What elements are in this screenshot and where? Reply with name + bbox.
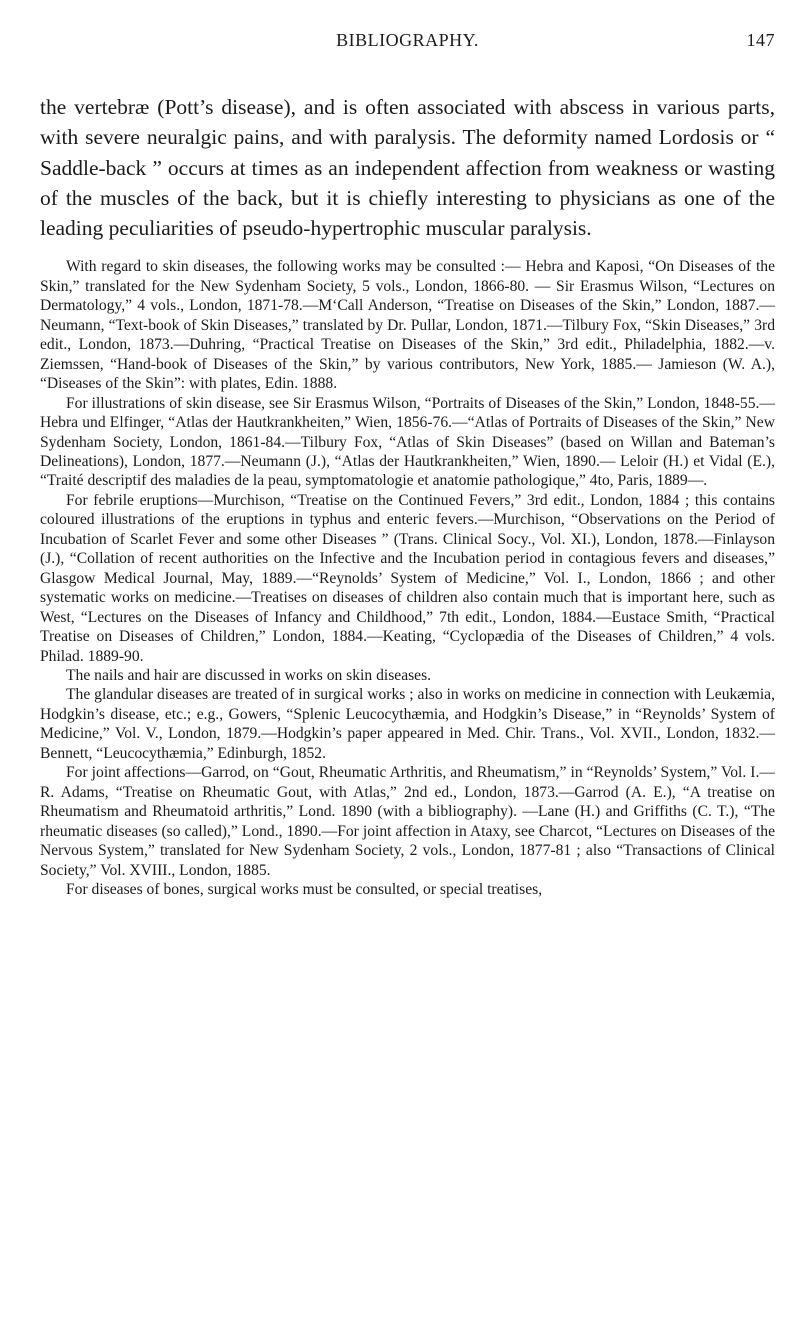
note-illustrations: For illustrations of skin disease, see Sir Erasmus Wilson, “Portraits of Diseases of the Skin,” London, 1848-55.—Hebra und Elfinger, “Atlas der Hautkrankheiten,” Wien, 1856-76.—“Atlas of Portraits of Diseases of the Skin,” New Sydenham Society, London, 1861-84.—Tilbury Fox, “Atlas of Skin Diseases” (based on Willan and Bateman’s Delineations), London, 1877.—Neumann (J.), “Atlas der Hautkrankheiten,” Wien, 1890.— Leloir (H.) et Vidal (E.), “Traité descriptif des maladies de la peau, symptomatologie et anatomie pathologique,” 4to, Paris, 1889—. [40, 394, 775, 490]
body-paragraph: the vertebræ (Pott’s disease), and is often associated with abscess in various parts, with severe neuralgic pains, and with paralysis. The deformity named Lordosis or “ Saddle-back ” occurs at times as an independent affection from weakness or wasting of the muscles of the back, but it is chiefly interesting to physicians as one of the leading peculiarities of pseudo-hypertrophic muscular paralysis. [40, 95, 775, 241]
running-title: BIBLIOGRAPHY. [336, 30, 479, 50]
note-febrile-eruptions: For febrile eruptions—Murchison, “Treatise on the Continued Fevers,” 3rd edit., London, 1884 ; this contains coloured illustrations of the eruptions in typhus and enteric fevers.—Murchison, “Observations on the Period of Incubation of Scarlet Fever and some other Diseases ” (Trans. Clinical Socy., Vol. XI.), London, 1878.—Finlayson (J.), “Collation of recent authorities on the Infective and the Incubation period in contagious fevers and diseases,” Glasgow Medical Journal, May, 1889.—“Reynolds’ System of Medicine,” Vol. I., London, 1866 ; and other systematic works on medicine.—Treatises on diseases of children also contain much that is important here, such as West, “Lectures on the Diseases of Infancy and Childhood,” 7th edit., London, 1884.—Eustace Smith, “Practical Treatise on Diseases of Children,” London, 1884.—Keating, “Cyclopædia of the Diseases of Children,” 4 vols. Philad. 1889-90. [40, 491, 775, 665]
running-head [40, 30, 775, 62]
page-number: 147 [746, 30, 775, 50]
note-glandular-diseases: The glandular diseases are treated of in surgical works ; also in works on medicine in connection with Leukæmia, Hodgkin’s disease, etc.; e.g., Gowers, “Splenic Leucocythæmia, and Hodgkin’s Disease,” in “Reynolds’ System of Medicine,” Vol. V., London, 1879.—Hodgkin’s paper appeared in Med. Chir. Trans., Vol. XVII., London, 1832.—Bennett, “Leucocythæmia,” Edinburgh, 1852. [40, 686, 775, 762]
note-bone-diseases: For diseases of bones, surgical works must be consulted, or special treatises, [66, 880, 543, 898]
note-nails-hair: The nails and hair are discussed in works on skin diseases. [66, 667, 432, 684]
note-skin-diseases: With regard to skin diseases, the following works may be consulted :— Hebra and Kaposi, “On Diseases of the Skin,” translated for the New Sydenham Society, 5 vols., London, 1866-80. — Sir Erasmus Wilson, “Lectures on Dermatology,” 4 vols., London, 1871-78.—M‘Call Anderson, “Treatise on Diseases of the Skin,” London, 1887.—Neumann, “Text-book of Skin Diseases,” translated by Dr. Pullar, London, 1871.—Tilbury Fox, “Skin Diseases,” 3rd edit., London, 1873.—Duhring, “Practical Treatise on Diseases of the Skin,” 3rd edit., Philadelphia, 1882.—v. Ziemssen, “Hand-book of Diseases of the Skin,” by various contributors, New York, 1885.— Jamieson (W. A.), “Diseases of the Skin”: with plates, Edin. 1888. [40, 258, 775, 393]
book-page [40, 30, 775, 1300]
bibliography-notes [40, 257, 775, 899]
note-joint-affections: For joint affections—Garrod, on “Gout, Rheumatic Arthritis, and Rheumatism,” in “Reynolds’ System,” Vol. I.—R. Adams, “Treatise on Rheumatic Gout, with Atlas,” 2nd ed., London, 1873.—Garrod (A. E.), “A treatise on Rheumatism and Rheumatoid arthritis,” Lond. 1890 (with a bibliography). —Lane (H.) and Griffiths (C. T.), “The rheumatic diseases (so called),” Lond., 1890.—For joint affection in Ataxy, see Charcot, “Lectures on Diseases of the Nervous System,” translated for New Sydenham Society, 2 vols., London, 1877-81 ; also “Transactions of Clinical Society,” Vol. XVIII., London, 1885. [40, 764, 775, 879]
